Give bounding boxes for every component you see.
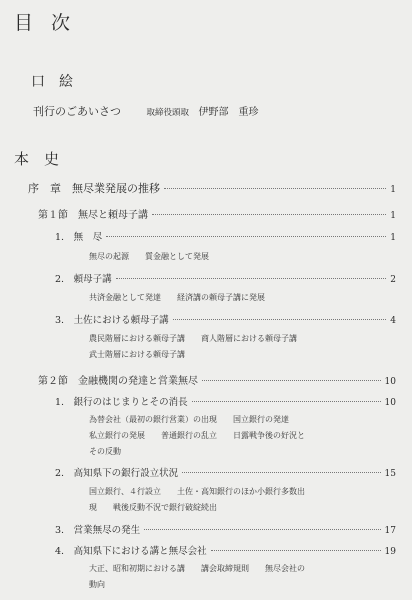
item-summary: 国立銀行、４行設立 土佐・高知銀行のほか小銀行多数出 <box>89 487 305 496</box>
item-summary: 共済金融として発達 経済講の頼母子講に発展 <box>89 293 265 302</box>
item-page: 1 <box>390 233 396 243</box>
item-summary: その反動 <box>89 447 121 456</box>
item-row <box>55 271 396 285</box>
kuchie-heading: 口 絵 <box>31 74 73 90</box>
item-label: 1. 銀行のはじまりとその消長 <box>55 397 188 408</box>
item-row <box>55 465 396 479</box>
dot-leader <box>152 214 386 215</box>
kuchie-entry-person: 伊野部 重珍 <box>198 107 259 118</box>
section-row <box>38 372 396 387</box>
item-row <box>55 394 396 408</box>
item-row <box>55 229 396 243</box>
section-page: 1 <box>390 211 396 221</box>
dot-leader <box>144 529 380 530</box>
item-summary: 私立銀行の発展 普通銀行の乱立 日露戦争後の好況と <box>89 431 305 440</box>
item-row <box>55 543 396 557</box>
item-label: 3. 営業無尽の発生 <box>55 525 141 536</box>
item-row <box>55 522 396 536</box>
item-page: 17 <box>384 526 396 536</box>
dot-leader <box>116 278 387 279</box>
item-summary: 農民階層における頼母子講 商人階層における頼母子講 <box>89 334 297 343</box>
kuchie-entry-role: 取締役頭取 <box>146 108 190 118</box>
dot-leader <box>202 380 381 381</box>
section-label: 第２節 金融機関の発達と営業無尽 <box>38 376 198 387</box>
section-label: 第１節 無尽と頼母子講 <box>38 210 148 221</box>
item-page: 4 <box>390 316 396 326</box>
item-summary: 現 戦後反動不況で銀行破綻続出 <box>89 503 217 512</box>
chapter-label: 序 章 無尽業発展の推移 <box>28 182 160 195</box>
dot-leader <box>106 236 386 237</box>
item-row <box>55 312 396 326</box>
item-label: 3. 土佐における頼母子講 <box>55 315 169 326</box>
dot-leader <box>164 188 386 189</box>
section-row <box>38 206 396 221</box>
section-page: 10 <box>384 377 396 387</box>
chapter-row <box>28 180 396 196</box>
item-summary: 大正、昭和初期における講 講会取締規則 無尽会社の <box>89 564 305 573</box>
kuchie-entry-title: 刊行のごあいさつ <box>33 105 121 118</box>
item-summary: 無尽の起源 質金融として発展 <box>89 252 209 261</box>
item-page: 10 <box>384 398 396 408</box>
kuchie-entry <box>33 103 259 119</box>
item-page: 15 <box>384 469 396 479</box>
honshi-heading: 本 史 <box>14 150 60 168</box>
dot-leader <box>173 319 387 320</box>
item-label: 2. 高知県下の銀行設立状況 <box>55 468 179 479</box>
dot-leader <box>211 550 381 551</box>
item-summary: 動向 <box>89 580 105 589</box>
dot-leader <box>192 401 381 402</box>
page-title: 目 次 <box>14 12 77 34</box>
dot-leader <box>182 472 380 473</box>
item-page: 2 <box>390 275 396 285</box>
item-page: 19 <box>384 547 396 557</box>
item-summary: 武士階層における頼母子講 <box>89 350 185 359</box>
item-label: 2. 頼母子講 <box>55 274 112 285</box>
item-label: 1. 無 尽 <box>55 232 103 243</box>
chapter-page: 1 <box>390 185 396 195</box>
item-summary: 為替会社（最初の銀行営業）の出現 国立銀行の発達 <box>89 415 289 424</box>
item-label: 4. 高知県下における講と無尽会社 <box>55 546 207 557</box>
